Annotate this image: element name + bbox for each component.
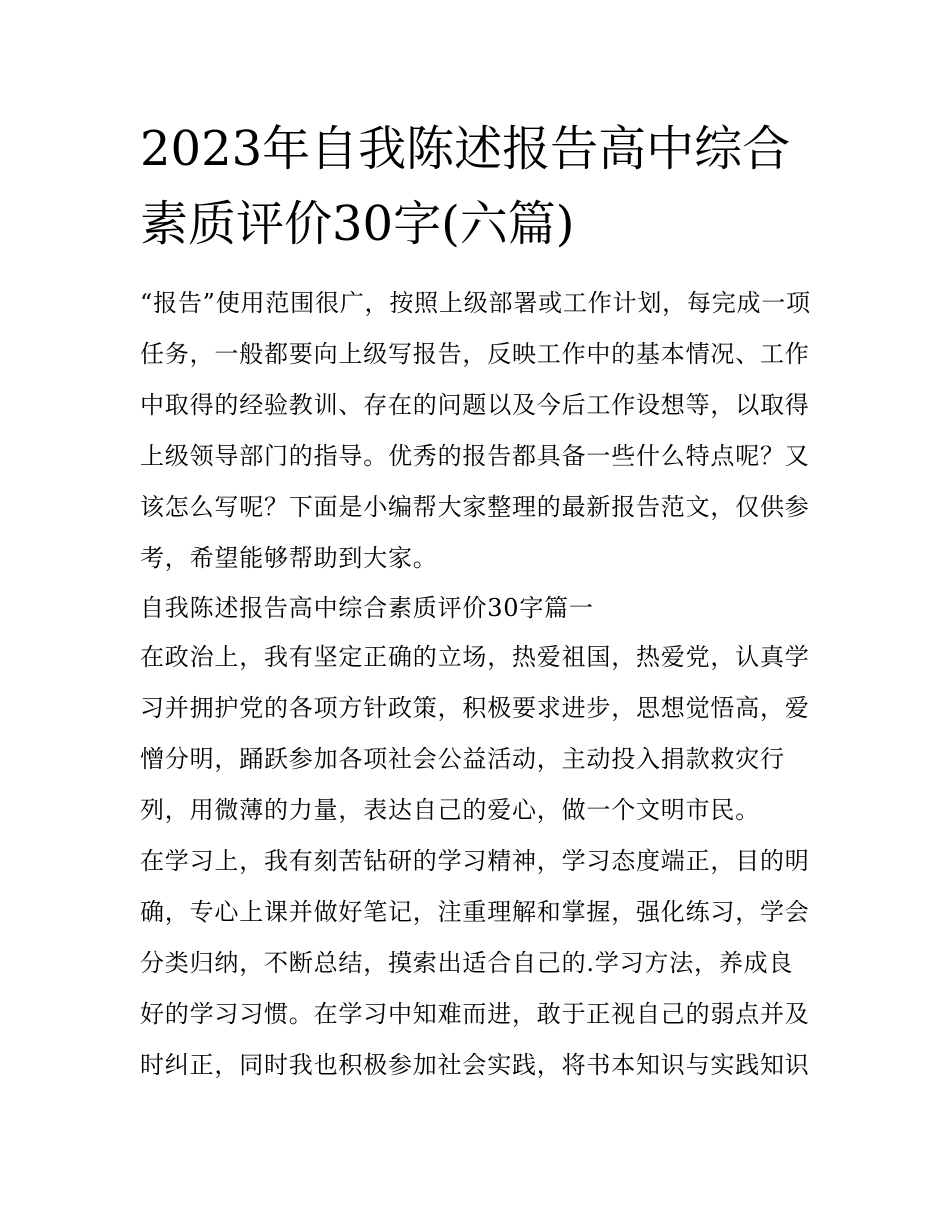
title-line-2: 素质评价30字(六篇): [140, 196, 575, 252]
document-body: [140, 278, 820, 1091]
title-line-1: 2023年自我陈述报告高中综合: [140, 121, 791, 177]
intro-paragraph: [140, 278, 820, 584]
text-line: 时纠正，同时我也积极参加社会实践，将书本知识与实践知识: [140, 1051, 810, 1079]
text-line: “报告”使用范围很广，按照上级部署或工作计划，每完成一项: [140, 289, 811, 317]
section-heading: [140, 584, 820, 632]
text-line: 确，专心上课并做好笔记，注重理解和掌握，强化练习，学会: [140, 898, 810, 926]
text-line: 在学习上，我有刻苦钻研的学习精神，学习态度端正，目的明: [140, 847, 810, 875]
text-line: 分类归纳，不断总结，摸索出适合自己的.学习方法，养成良: [140, 949, 794, 977]
text-line: 列，用微薄的力量，表达自己的爱心，做一个文明市民。: [140, 796, 760, 824]
section-heading-text: 自我陈述报告高中综合素质评价30字篇一: [140, 594, 594, 622]
text-line: 考，希望能够帮助到大家。: [140, 544, 438, 572]
text-line: 该怎么写呢？下面是小编帮大家整理的最新报告范文，仅供参: [140, 493, 810, 521]
text-line: 在政治上，我有坚定正确的立场，热爱祖国，热爱党，认真学: [140, 643, 810, 671]
text-line: 上级领导部门的指导。优秀的报告都具备一些什么特点呢？又: [140, 442, 810, 470]
text-line: 好的学习习惯。在学习中知难而进，敢于正视自己的弱点并及: [140, 1000, 810, 1028]
study-paragraph: [140, 836, 820, 1091]
text-line: 憎分明，踊跃参加各项社会公益活动，主动投入捐款救灾行: [140, 745, 785, 773]
document-title: [140, 112, 820, 262]
text-line: 中取得的经验教训、存在的问题以及今后工作设想等，以取得: [140, 391, 810, 419]
text-line: 习并拥护党的各项方针政策，积极要求进步，思想觉悟高，爱: [140, 694, 810, 722]
text-line: 任务，一般都要向上级写报告，反映工作中的基本情况、工作: [140, 340, 810, 368]
politics-paragraph: [140, 632, 820, 836]
